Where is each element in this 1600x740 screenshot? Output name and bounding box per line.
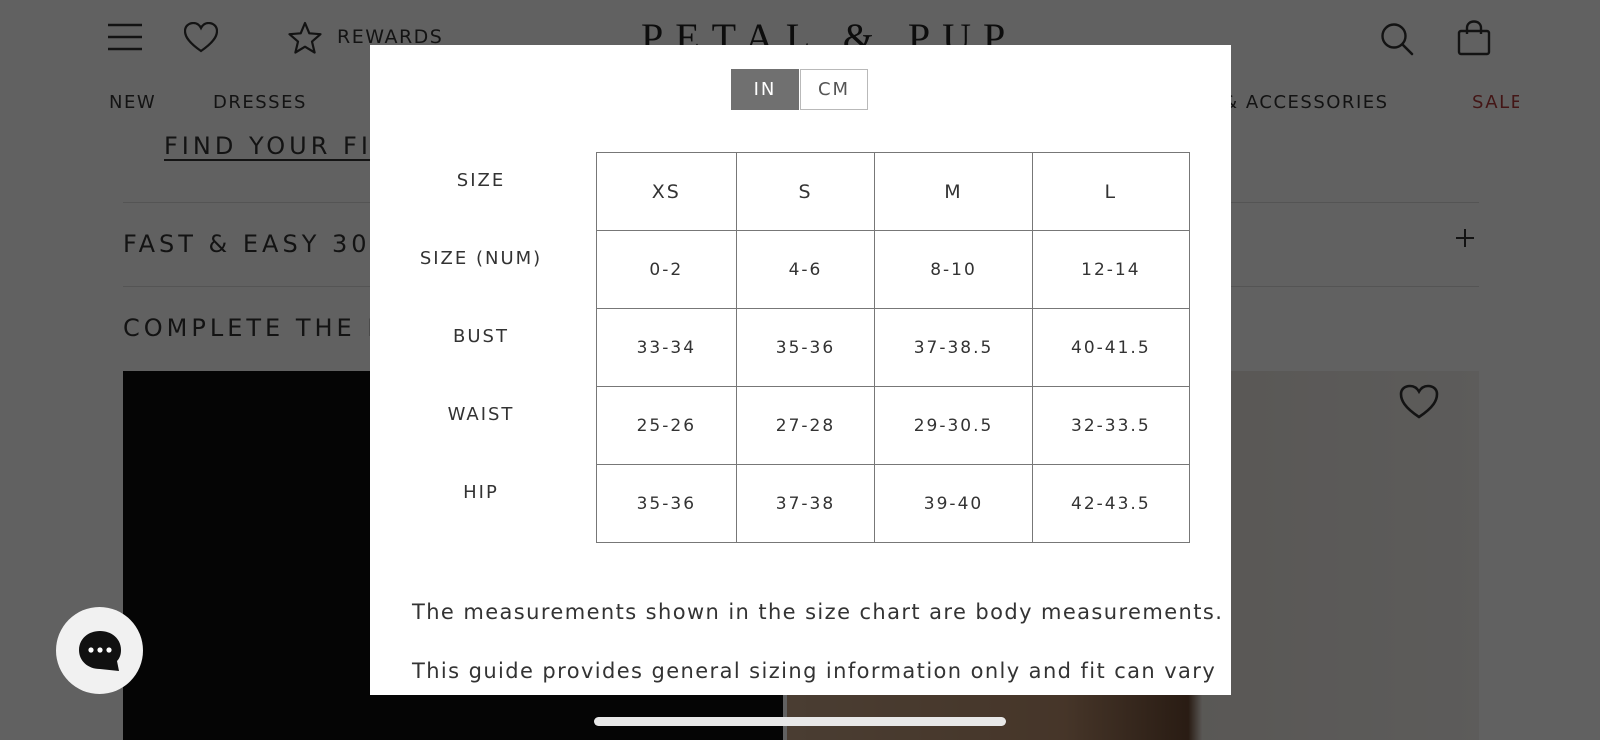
table-cell: 42-43.5 xyxy=(1032,465,1189,543)
row-label: BUST xyxy=(453,326,509,347)
table-cell: 4-6 xyxy=(736,231,875,309)
unit-in-button[interactable]: IN xyxy=(731,69,799,110)
table-cell: 39-40 xyxy=(875,465,1032,543)
table-cell: 27-28 xyxy=(736,387,875,465)
row-label: HIP xyxy=(463,482,499,503)
table-cell: 35-36 xyxy=(597,465,737,543)
table-row xyxy=(597,231,1190,309)
table-row xyxy=(597,387,1190,465)
table-row xyxy=(597,309,1190,387)
row-label: SIZE (NUM) xyxy=(419,248,543,269)
row-label: SIZE xyxy=(456,170,506,191)
size-guide-note: This guide provides general sizing information only and fit can vary xyxy=(412,659,1217,683)
table-cell: 29-30.5 xyxy=(875,387,1032,465)
size-header-cell: L xyxy=(1032,153,1189,231)
table-row xyxy=(597,153,1190,231)
table-row xyxy=(597,465,1190,543)
size-header-cell: M xyxy=(875,153,1032,231)
chat-bubble-icon xyxy=(77,629,123,673)
table-cell: 32-33.5 xyxy=(1032,387,1189,465)
table-cell: 33-34 xyxy=(597,309,737,387)
size-header-cell: XS xyxy=(597,153,737,231)
size-header-cell: S xyxy=(736,153,875,231)
row-label: WAIST xyxy=(447,404,515,425)
size-guide-modal xyxy=(370,45,1231,695)
table-cell: 35-36 xyxy=(736,309,875,387)
size-chart-table xyxy=(596,152,1190,543)
chat-button[interactable] xyxy=(56,607,143,694)
size-table-viewport[interactable] xyxy=(370,45,1190,695)
table-cell: 12-14 xyxy=(1032,231,1189,309)
table-cell: 40-41.5 xyxy=(1032,309,1189,387)
table-cell: 0-2 xyxy=(597,231,737,309)
unit-cm-button[interactable]: CM xyxy=(800,69,868,110)
table-cell: 37-38.5 xyxy=(875,309,1032,387)
table-cell: 25-26 xyxy=(597,387,737,465)
size-guide-note: The measurements shown in the size chart are body measurements. xyxy=(412,600,1224,624)
table-cell: 8-10 xyxy=(875,231,1032,309)
table-cell: 37-38 xyxy=(736,465,875,543)
home-indicator[interactable] xyxy=(594,717,1006,726)
